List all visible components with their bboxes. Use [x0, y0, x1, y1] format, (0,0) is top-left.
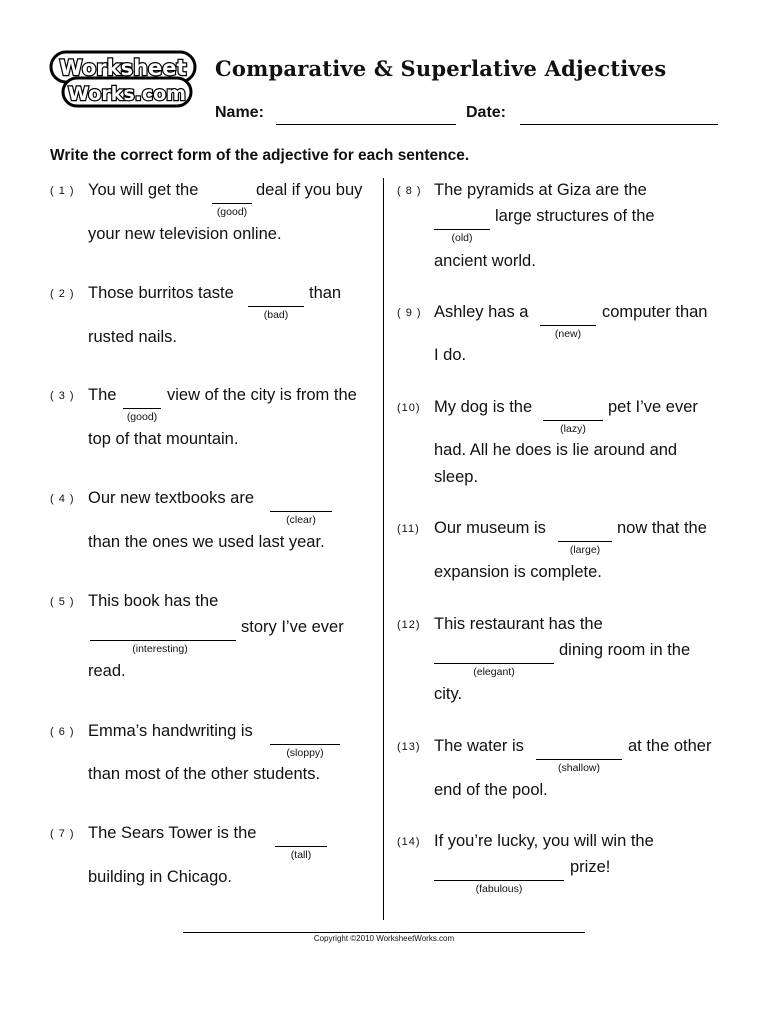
question-number: ( 2 ) [50, 288, 75, 300]
question-text: than most of the other students. [88, 765, 321, 783]
copyright-text: Copyright ©2010 WorksheetWorks.com [313, 934, 455, 943]
question-number: ( 3 ) [50, 390, 75, 402]
adjective-hint: (large) [569, 544, 601, 556]
logo-text-top: Worksheet [59, 56, 187, 80]
answer-blank[interactable] [275, 846, 327, 847]
question-text: Those burritos taste [88, 284, 234, 302]
question-text: deal if you buy [256, 181, 363, 199]
answer-blank[interactable] [248, 306, 304, 307]
answer-blank[interactable] [270, 511, 332, 512]
question-text: large structures of the [495, 207, 655, 225]
logo-text-bottom: Works.com [68, 83, 186, 105]
question-text: Ashley has a [434, 303, 529, 321]
question-text: The water is [434, 737, 524, 755]
question-text: This restaurant has the [434, 615, 603, 633]
question-text: than [309, 284, 342, 302]
adjective-hint: (old) [451, 232, 473, 244]
date-field[interactable] [520, 124, 718, 125]
name-field[interactable] [276, 124, 456, 125]
question-text: expansion is complete. [434, 563, 602, 581]
worksheetworks-logo [48, 50, 198, 110]
answer-blank[interactable] [434, 229, 490, 230]
question-number: ( 7 ) [50, 828, 75, 840]
question-number: (14) [397, 836, 421, 848]
question-number: (13) [397, 741, 421, 753]
question-text: top of that mountain. [88, 430, 239, 448]
question-text: prize! [570, 858, 611, 876]
adjective-hint: (tall) [290, 849, 312, 861]
question-text: computer than [602, 303, 708, 321]
answer-blank[interactable] [123, 408, 161, 409]
question-number: ( 1 ) [50, 185, 75, 197]
adjective-hint: (sloppy) [286, 747, 324, 759]
question-text: story I’ve ever [241, 618, 344, 636]
question-text: end of the pool. [434, 781, 548, 799]
question-text: pet I’ve ever [608, 398, 698, 416]
answer-blank[interactable] [212, 203, 252, 204]
question-text: The [88, 386, 117, 404]
question-text: rusted nails. [88, 328, 177, 346]
question-number: ( 9 ) [397, 307, 422, 319]
answer-blank[interactable] [434, 663, 554, 664]
answer-blank[interactable] [558, 541, 612, 542]
adjective-hint: (lazy) [560, 423, 586, 435]
question-text: My dog is the [434, 398, 533, 416]
footer-divider [183, 932, 585, 933]
question-text: than the ones we used last year. [88, 533, 325, 551]
question-text: Emma’s handwriting is [88, 722, 253, 740]
question-number: (12) [397, 619, 421, 631]
question-number: ( 6 ) [50, 726, 75, 738]
question-text: This book has the [88, 592, 219, 610]
question-text: building in Chicago. [88, 868, 233, 886]
question-text: read. [88, 662, 126, 680]
question-number: (10) [397, 402, 421, 414]
question-text: now that the [617, 519, 707, 537]
adjective-hint: (clear) [286, 514, 316, 526]
adjective-hint: (new) [554, 328, 582, 340]
answer-blank[interactable] [540, 325, 596, 326]
question-number: ( 8 ) [397, 185, 422, 197]
question-text: Our museum is [434, 519, 546, 537]
question-text: Our new textbooks are [88, 489, 254, 507]
adjective-hint: (elegant) [473, 666, 515, 678]
adjective-hint: (good) [216, 206, 248, 218]
answer-blank[interactable] [536, 759, 622, 760]
question-text: I do. [434, 346, 467, 364]
question-text: dining room in the [559, 641, 691, 659]
question-number: (11) [397, 523, 420, 535]
page-title: Comparative & Superlative Adjectives [215, 56, 667, 81]
question-text: view of the city is from the [167, 386, 357, 404]
answer-blank[interactable] [90, 640, 236, 641]
question-text: sleep. [434, 468, 479, 486]
adjective-hint: (fabulous) [475, 883, 523, 895]
question-text: If you’re lucky, you will win the [434, 832, 654, 850]
question-text: ancient world. [434, 252, 536, 270]
question-text: You will get the [88, 181, 199, 199]
adjective-hint: (interesting) [132, 643, 188, 655]
question-text: The pyramids at Giza are the [434, 181, 647, 199]
answer-blank[interactable] [543, 420, 603, 421]
question-number: ( 4 ) [50, 493, 75, 505]
question-text: at the other [628, 737, 712, 755]
instructions: Write the correct form of the adjective for each sentence. [50, 147, 470, 164]
question-text: your new television online. [88, 225, 282, 243]
column-divider [383, 178, 384, 920]
question-text: The Sears Tower is the [88, 824, 257, 842]
adjective-hint: (shallow) [557, 762, 600, 774]
date-label: Date: [466, 104, 507, 121]
answer-blank[interactable] [434, 880, 564, 881]
adjective-hint: (bad) [263, 309, 289, 321]
question-text: city. [434, 685, 463, 703]
answer-blank[interactable] [270, 744, 340, 745]
name-label: Name: [215, 104, 264, 121]
question-number: ( 5 ) [50, 596, 75, 608]
question-text: had. All he does is lie around and [434, 441, 678, 459]
adjective-hint: (good) [126, 411, 158, 423]
